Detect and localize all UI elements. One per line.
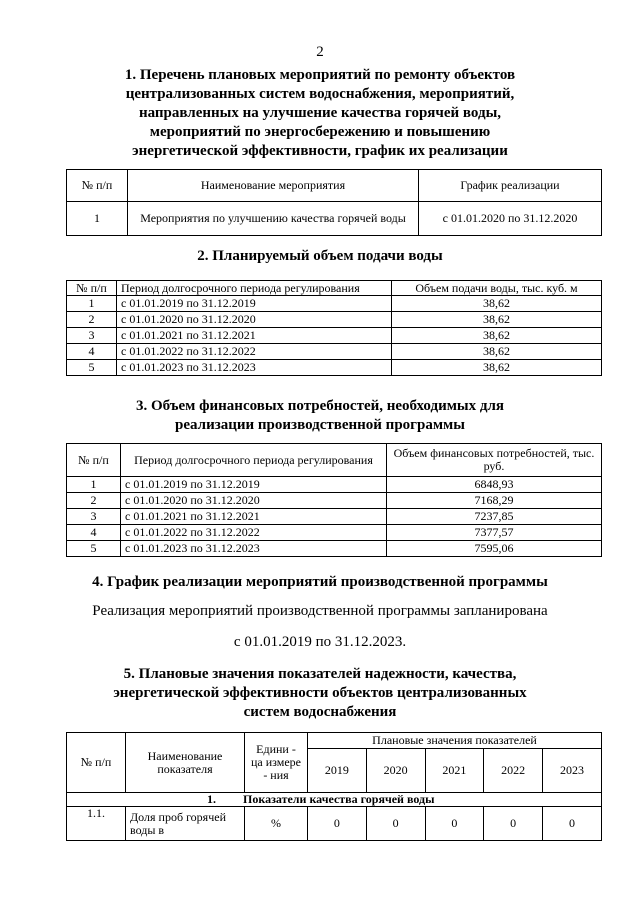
cell-num: 3 bbox=[67, 509, 121, 525]
col-header-year: 2023 bbox=[543, 749, 602, 793]
cell-num: 1 bbox=[67, 202, 128, 236]
table-row bbox=[67, 360, 602, 376]
col-header-year: 2019 bbox=[308, 749, 367, 793]
cell-value: 38,62 bbox=[392, 312, 602, 328]
cell-value: 38,62 bbox=[392, 360, 602, 376]
cell-value: 38,62 bbox=[392, 344, 602, 360]
cell-num: 1 bbox=[67, 477, 121, 493]
cell-period: с 01.01.2022 по 31.12.2022 bbox=[121, 525, 387, 541]
cell-num: 5 bbox=[67, 360, 117, 376]
group-title: Показатели качества горячей воды bbox=[243, 792, 435, 806]
section5-title bbox=[0, 665, 640, 722]
table-row bbox=[67, 525, 602, 541]
section1-title-line: 1. Перечень плановых мероприятий по ремонту объектов bbox=[124, 67, 516, 83]
table-row bbox=[67, 541, 602, 557]
table-row bbox=[67, 202, 602, 236]
col-header-schedule: График реализации bbox=[419, 170, 602, 202]
cell-value: 7377,57 bbox=[387, 525, 602, 541]
cell-num: 5 bbox=[67, 541, 121, 557]
col-header-num: № п/п bbox=[67, 281, 117, 296]
cell-num: 1 bbox=[67, 296, 117, 312]
section5-title-line: 5. Плановые значения показателей надежности, качества, bbox=[123, 666, 517, 682]
cell-value: 7168,29 bbox=[387, 493, 602, 509]
section3-title-line: 3. Объем финансовых потребностей, необходимых для bbox=[135, 398, 505, 414]
col-header-name: Наименование показателя bbox=[126, 733, 245, 793]
cell-num: 3 bbox=[67, 328, 117, 344]
group-num: 1. bbox=[207, 792, 216, 806]
cell-value: 6848,93 bbox=[387, 477, 602, 493]
section4-text-line1: Реализация мероприятий производственной программы запланирована bbox=[92, 603, 548, 619]
table-row bbox=[67, 344, 602, 360]
section2-title-text: 2. Планируемый объем подачи воды bbox=[197, 248, 443, 264]
section5-title-line: систем водоснабжения bbox=[243, 704, 397, 720]
section4-text-line2: с 01.01.2019 по 31.12.2023. bbox=[233, 634, 407, 650]
cell-value: 0 bbox=[366, 807, 425, 841]
col-header-financial: Объем финансовых потребностей, тыс. руб. bbox=[387, 444, 602, 477]
table-row bbox=[67, 477, 602, 493]
cell-value: 38,62 bbox=[392, 328, 602, 344]
cell-period: с 01.01.2019 по 31.12.2019 bbox=[121, 477, 387, 493]
cell-period: с 01.01.2022 по 31.12.2022 bbox=[117, 344, 392, 360]
section1-title-line: энергетической эффективности, график их реализации bbox=[132, 143, 508, 159]
cell-value: 7595,06 bbox=[387, 541, 602, 557]
section1-title bbox=[0, 66, 640, 161]
col-header-period: Период долгосрочного периода регулирования bbox=[121, 444, 387, 477]
col-header-year: 2022 bbox=[484, 749, 543, 793]
col-header-unit: Едини - ца измере - ния bbox=[245, 733, 308, 793]
cell-num: 2 bbox=[67, 312, 117, 328]
cell-value: 0 bbox=[484, 807, 543, 841]
cell-num: 4 bbox=[67, 344, 117, 360]
col-header-num: № п/п bbox=[67, 733, 126, 793]
section1-title-line: централизованных систем водоснабжения, мероприятий, bbox=[125, 86, 515, 102]
cell-unit: % bbox=[245, 807, 308, 841]
col-header-period: Период долгосрочного периода регулирования bbox=[117, 281, 392, 296]
cell-value: 0 bbox=[543, 807, 602, 841]
col-header-year: 2021 bbox=[425, 749, 484, 793]
water-volume-table bbox=[66, 280, 602, 376]
cell-num: 1.1. bbox=[67, 807, 126, 841]
page-number: 2 bbox=[316, 44, 324, 60]
section3-title-line: реализации производственной программы bbox=[175, 417, 465, 433]
cell-name: Доля проб горячей воды в bbox=[126, 807, 245, 841]
cell-period: с 01.01.2019 по 31.12.2019 bbox=[117, 296, 392, 312]
group-header bbox=[67, 793, 602, 807]
section2-title bbox=[0, 247, 640, 266]
cell-num: 2 bbox=[67, 493, 121, 509]
section1-title-line: мероприятий по энергосбережению и повышению bbox=[149, 124, 491, 140]
section1-title-line: направленных на улучшение качества горячей воды, bbox=[138, 105, 502, 121]
cell-activity: Мероприятия по улучшению качества горячей воды bbox=[128, 202, 419, 236]
table-row bbox=[67, 493, 602, 509]
col-header-num: № п/п bbox=[67, 170, 128, 202]
cell-period: с 01.01.2023 по 31.12.2023 bbox=[117, 360, 392, 376]
cell-num: 4 bbox=[67, 525, 121, 541]
activities-table bbox=[66, 169, 602, 236]
indicators-table bbox=[66, 732, 602, 841]
col-header-planned: Плановые значения показателей bbox=[308, 733, 602, 749]
table-row bbox=[67, 807, 602, 841]
col-header-num: № п/п bbox=[67, 444, 121, 477]
section3-title bbox=[0, 397, 640, 435]
cell-value: 0 bbox=[425, 807, 484, 841]
section5-title-line: энергетической эффективности объектов централизованных bbox=[113, 685, 527, 701]
table-row bbox=[67, 312, 602, 328]
col-header-volume: Объем подачи воды, тыс. куб. м bbox=[392, 281, 602, 296]
table-row bbox=[67, 296, 602, 312]
col-header-activity: Наименование мероприятия bbox=[128, 170, 419, 202]
cell-value: 0 bbox=[308, 807, 367, 841]
cell-value: 38,62 bbox=[392, 296, 602, 312]
cell-period: с 01.01.2021 по 31.12.2021 bbox=[117, 328, 392, 344]
cell-period: с 01.01.2023 по 31.12.2023 bbox=[121, 541, 387, 557]
cell-value: 7237,85 bbox=[387, 509, 602, 525]
section4-title bbox=[0, 573, 640, 592]
financial-needs-table bbox=[66, 443, 602, 557]
cell-period: с 01.01.2020 по 31.12.2020 bbox=[121, 493, 387, 509]
group-row bbox=[67, 793, 602, 807]
col-header-year: 2020 bbox=[366, 749, 425, 793]
section4-title-text: 4. График реализации мероприятий производственной программы bbox=[92, 574, 548, 590]
table-row bbox=[67, 328, 602, 344]
cell-period: с 01.01.2021 по 31.12.2021 bbox=[121, 509, 387, 525]
table-row bbox=[67, 509, 602, 525]
cell-schedule: с 01.01.2020 по 31.12.2020 bbox=[419, 202, 602, 236]
cell-period: с 01.01.2020 по 31.12.2020 bbox=[117, 312, 392, 328]
